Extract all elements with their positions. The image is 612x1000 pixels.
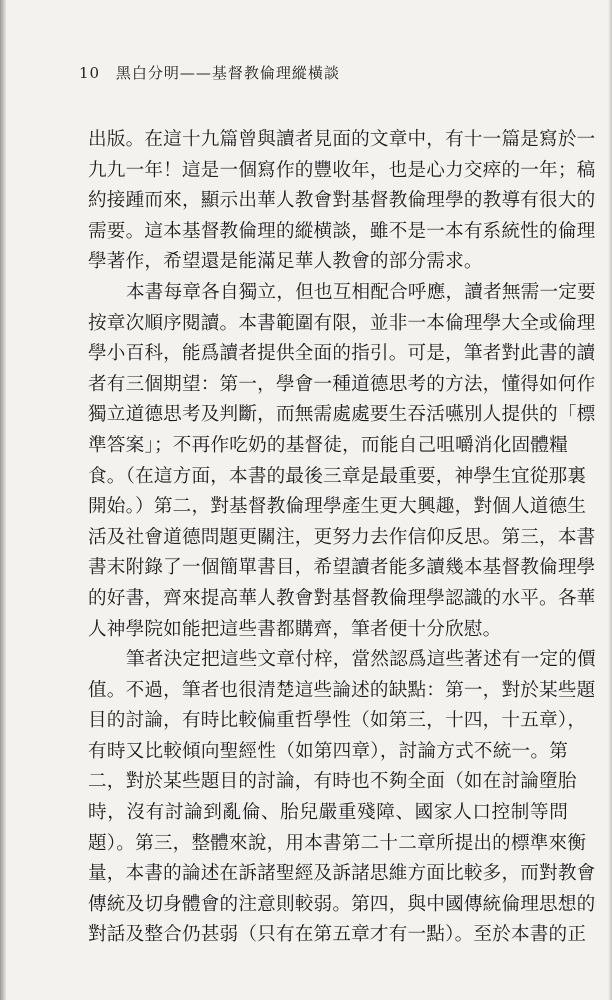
text-line: 開始。）第二，對基督教倫理學產生更大興趣，對個人道德生 [88,496,587,518]
running-header [79,62,340,83]
text-line: 題）。第三，整體來說，用本書第二十二章所提出的標準來衡 [88,832,587,854]
body-text [88,125,596,951]
text-line: 二，對於某些題目的討論，有時也不夠全面（如在討論墮胎 [88,771,577,793]
text-line: 有時又比較傾向聖經性（如第四章），討論方式不統一。第 [88,740,568,762]
text-line: 對話及整合仍甚弱（只有在第五章才有一點）。至於本書的正 [88,924,587,946]
text-line: 需要。這本基督教倫理的縱横談，雖不是一本有系統性的倫理 [88,220,596,242]
text-line: 量，本書的論述在訴諸聖經及訴諸思維方面比較多，而對教會 [88,863,596,885]
text-line: 筆者決定把這些文章付梓，當然認爲這些著述有一定的價 [126,649,596,671]
text-line: 出版。在這十九篇曾與讀者見面的文章中，有十一篇是寫於一 [88,129,596,150]
text-line: 九九一年！這是一個寫作的豐收年，也是心力交瘁的一年；稿 [88,159,596,181]
text-line: 書末附錄了一個簡單書目，希望讀者能多讀幾本基督教倫理學 [88,557,596,579]
text-line: 獨立道德思考及判斷，而無需處處要生吞活嚥別人提供的「標 [88,404,596,426]
text-line: 人神學院如能把這些書都購齊，筆者便十分欣慰。 [88,618,502,640]
text-line: 準答案」；不再作吃奶的基督徒，而能自己咀嚼消化固體糧 [88,434,568,456]
text-line: 學著作，希望還是能滿足華人教會的部分需求。 [88,251,483,273]
text-line: 目的討論，有時比較偏重哲學性（如第三，十四，十五章）， [88,710,587,732]
text-line: 食。（在這方面，本書的最後三章是最重要，神學生宜從那裏 [88,465,587,487]
text-line: 約接踵而來，顯示出華人教會對基督教倫理學的教導有很大的 [88,190,596,212]
page-edge-left [0,0,6,1000]
running-title: 黑白分明——基督教倫理縱橫談 [115,64,340,82]
page-edge-right [608,0,612,1000]
text-line: 值。不過，筆者也很清楚這些論述的缺點：第一，對於某些題 [88,679,596,701]
text-line: 的好書，齊來提高華人教會對基督教倫理學認識的水平。各華 [88,587,596,609]
text-line: 按章次順序閱讀。本書範圍有限，並非一本倫理學大全或倫理 [88,312,596,334]
page-number: 10 [79,64,101,82]
text-line: 者有三個期望：第一，學會一種道德思考的方法，懂得如何作 [88,373,596,395]
text-line: 學小百科，能爲讀者提供全面的指引。可是，筆者對此書的讀 [88,343,596,365]
text-line: 傳統及切身體會的注意則較弱。第四，與中國傳統倫理思想的 [88,893,596,915]
text-line: 活及社會道德問題更關注，更努力去作信仰反思。第三，本書 [88,526,596,548]
text-line: 時，沒有討論到亂倫、胎兒嚴重殘障、國家人口控制等問 [88,802,568,824]
text-line: 本書每章各自獨立，但也互相配合呼應，讀者無需一定要 [126,281,596,303]
